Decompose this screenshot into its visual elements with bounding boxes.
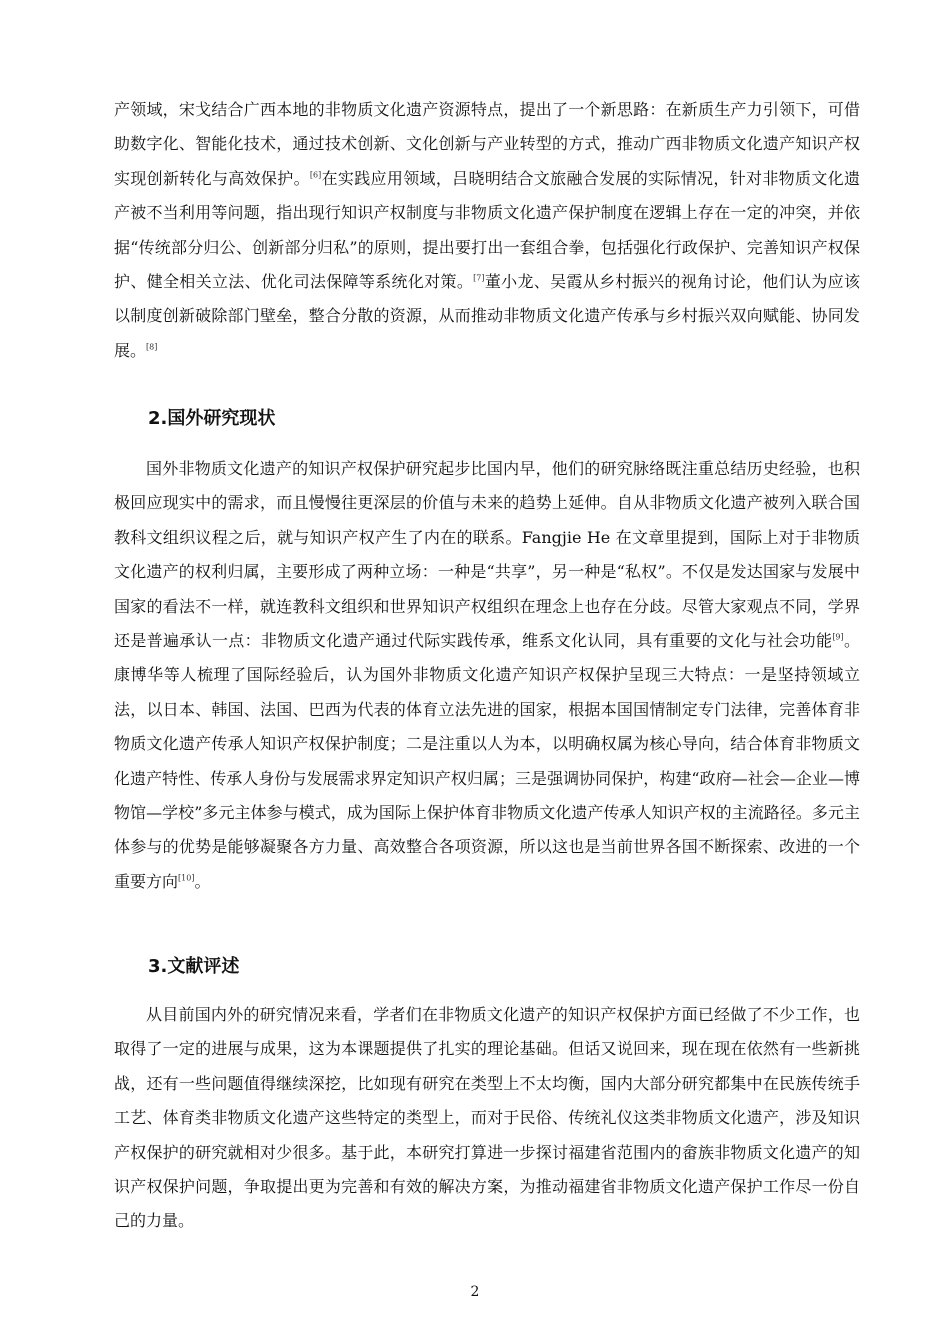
paragraph-text: 在实践应用领域，吕晓明结合文旅融合发展的实际情况，针对非物质文化遗产被不当利用等问题，指出现行知识产权制度与非物质文化遗产保护制度在逻辑上存在一定的冲突，并依据“传统部分归公、创新部分归私”的原则，提出要打出一套组合拳，包括强化行政保护、完善知识产权保护、健全相关立法、优化司法保障等系统化对策。 [114,168,860,292]
paragraph-text: 国外非物质文化遗产的知识产权保护研究起步比国内早，他们的研究脉络既注重总结历史经验，也积极回应现实中的需求，而且慢慢往更深层的价值与未来的趋势上延伸。自从非物质文化遗产被列入联合国教科文组织议程之后，就与知识产权产生了内在的联系。Fangjie He 在文章里提到，国际上对于非物质文化遗产的权利归属，主要形成了两种立场：一种是“共享”，另一种是“私权”。不仅是发达国家与发展中国家的看法不一样，就连教科文组织和世界知识产权组织在理念上也存在分歧。尽管大家观点不同，学界还是普遍承认一点：非物质文化遗产通过代际实践传承，维系文化认同，具有重要的文化与社会功能 [114,459,860,651]
citation-7: [7] [473,273,485,283]
section-heading-foreign-research: 2.国外研究现状 [148,408,276,429]
page-number: 2 [470,1284,480,1300]
paragraph-domestic-research-continued [114,93,860,368]
paragraph-foreign-research [114,452,860,899]
paragraph-text: 。康博华等人梳理了国际经验后，认为国外非物质文化遗产知识产权保护呈现三大特点：一是坚持领域立法，以日本、韩国、法国、巴西为代表的体育立法先进的国家，根据本国国情制定专门法律，完善体育非物质文化遗产传承人知识产权保护制度；二是注重以人为本，以明确权属为核心导向，结合体育非物质文化遗产特性、传承人身份与发展需求界定知识产权归属；三是强调协同保护，构建“政府—社会—企业—博物馆—学校”多元主体参与模式，成为国际上保护体育非物质文化遗产传承人知识产权的主流路径。多元主体参与的优势是能够凝聚各方力量、高效整合各项资源，所以这也是当前世界各国不断探索、改进的一个重要方向 [114,631,860,891]
paragraph-text: 董小龙、吴霞从乡村振兴的视角讨论，他们认为应该以制度创新破除部门壁垒，整合分散的资源，从而推动非物质文化遗产传承与乡村振兴双向赋能、协同发展。 [114,272,860,360]
citation-8: [8] [146,342,158,352]
paragraph-text: 产领域，宋戈结合广西本地的非物质文化遗产资源特点，提出了一个新思路：在新质生产力引领下，可借助数字化、智能化技术，通过技术创新、文化创新与产业转型的方式，推动广西非物质文化遗产知识产权实现创新转化与高效保护。 [114,100,860,188]
paragraph-text: 。 [194,871,211,891]
citation-9: [9] [832,632,844,642]
paragraph-literature-review: 从目前国内外的研究情况来看，学者们在非物质文化遗产的知识产权保护方面已经做了不少工作，也取得了一定的进展与成果，这为本课题提供了扎实的理论基础。但话又说回来，现在现在依然有一些新挑战，还有一些问题值得继续深挖，比如现有研究在类型上不太均衡，国内大部分研究都集中在民族传统手工艺、体育类非物质文化遗产这些特定的类型上，而对于民俗、传统礼仪这类非物质文化遗产，涉及知识产权保护的研究就相对少很多。基于此，本研究打算进一步探讨福建省范围内的畲族非物质文化遗产的知识产权保护问题，争取提出更为完善和有效的解决方案，为推动福建省非物质文化遗产保护工作尽一份自己的力量。 [114,1005,860,1231]
citation-6: [6] [309,170,322,180]
citation-10: [10] [178,873,195,883]
section-heading-literature-review: 3.文献评述 [148,956,240,977]
